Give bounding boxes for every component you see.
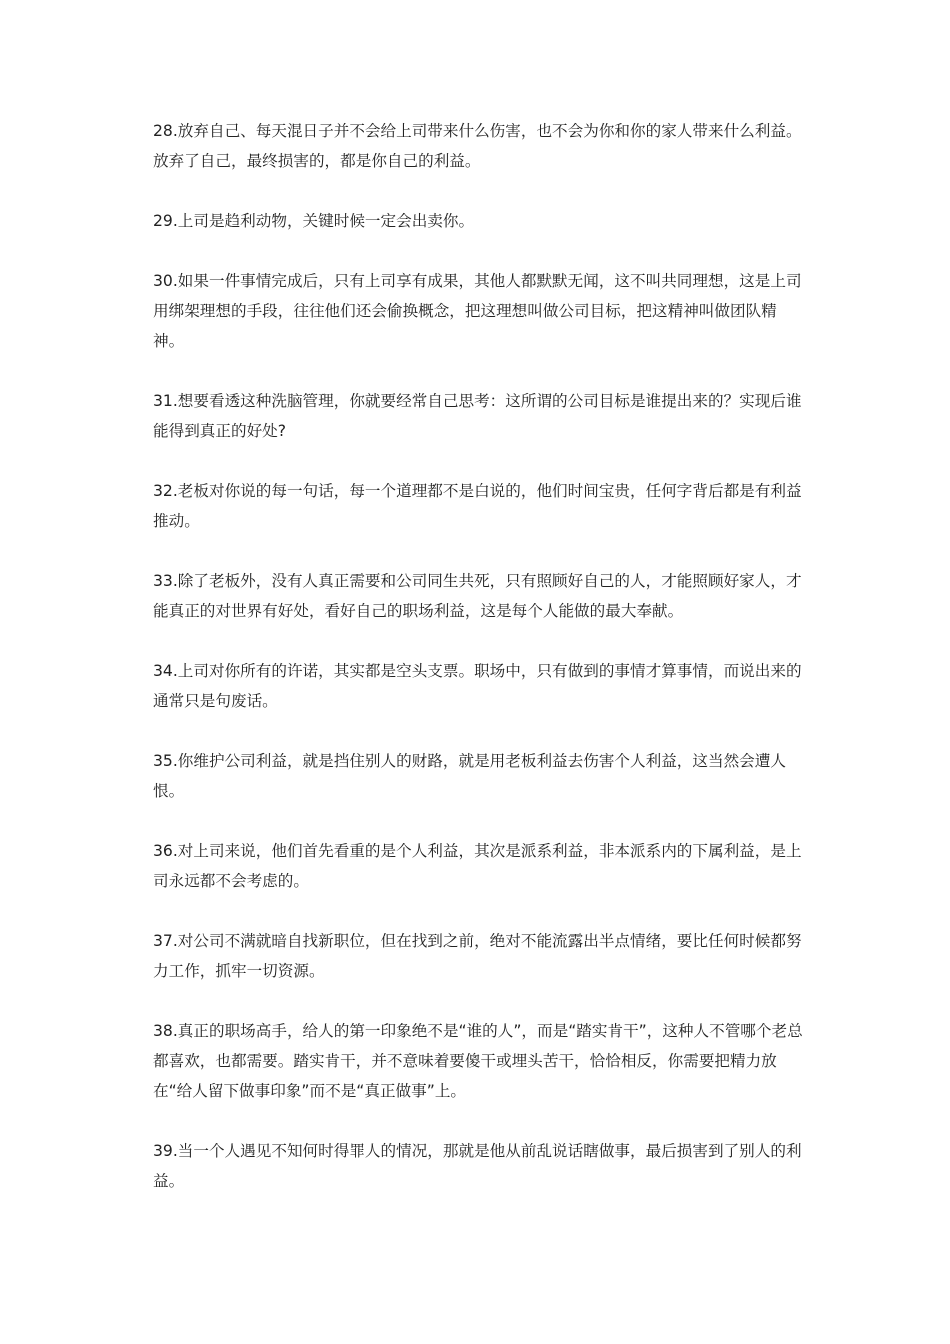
paragraph-29: 29.上司是趋利动物，关键时候一定会出卖你。 [153,212,475,230]
paragraph-34: 34.上司对你所有的许诺，其实都是空头支票。职场中，只有做到的事情才算事情，而说出来的通常只是句废话。 [153,662,802,710]
paragraph-32: 32.老板对你说的每一句话，每一个道理都不是白说的，他们时间宝贵，任何字背后都是有利益推动。 [153,482,802,530]
paragraph-31: 31.想要看透这种洗脑管理，你就要经常自己思考：这所谓的公司目标是谁提出来的？实现后谁能得到真正的好处? [153,392,802,440]
paragraph-28: 28.放弃自己、每天混日子并不会给上司带来什么伤害，也不会为你和你的家人带来什么利益。放弃了自己，最终损害的，都是你自己的利益。 [153,122,802,170]
paragraph-35: 35.你维护公司利益，就是挡住别人的财路，就是用老板利益去伤害个人利益，这当然会遭人恨。 [153,752,786,800]
paragraph-33: 33.除了老板外，没有人真正需要和公司同生共死，只有照顾好自己的人，才能照顾好家人，才能真正的对世界有好处，看好自己的职场利益，这是每个人能做的最大奉献。 [153,572,802,620]
paragraph-37: 37.对公司不满就暗自找新职位，但在找到之前，绝对不能流露出半点情绪，要比任何时候都努力工作，抓牢一切资源。 [153,932,802,980]
paragraph-38: 38.真正的职场高手，给人的第一印象绝不是“谁的人”，而是“踏实肯干”，这种人不管哪个老总都喜欢，也都需要。踏实肯干，并不意味着要傻干或埋头苦干，恰恰相反，你需要把精力放在“给人留下做事印象”而不是“真正做事”上。 [153,1022,803,1100]
paragraph-30: 30.如果一件事情完成后，只有上司享有成果，其他人都默默无闻，这不叫共同理想，这是上司用绑架理想的手段，往往他们还会偷换概念，把这理想叫做公司目标，把这精神叫做团队精神。 [153,272,802,350]
paragraph-36: 36.对上司来说，他们首先看重的是个人利益，其次是派系利益，非本派系内的下属利益，是上司永远都不会考虑的。 [153,842,802,890]
document-body [153,116,803,1226]
paragraph-39: 39.当一个人遇见不知何时得罪人的情况，那就是他从前乱说话瞎做事，最后损害到了别人的利益。 [153,1142,802,1190]
